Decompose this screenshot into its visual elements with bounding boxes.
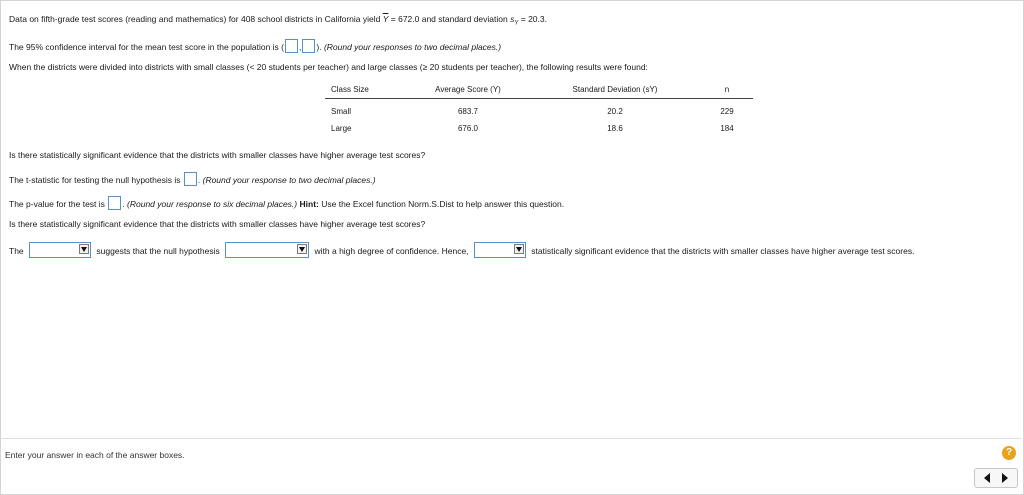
pvalue-input[interactable]: [108, 196, 121, 210]
evidence-select[interactable]: [29, 242, 91, 258]
tstat-round-note: (Round your response to two decimal places.): [202, 175, 376, 185]
results-table: [325, 82, 753, 133]
tstat-input[interactable]: [184, 172, 197, 186]
conclusion-text-1: suggests that the null hypothesis: [96, 246, 220, 256]
cell-class: Large: [331, 124, 352, 133]
navigation-control: [974, 468, 1018, 488]
ci-lower-input[interactable]: [285, 39, 298, 53]
chevron-down-icon: [297, 244, 307, 254]
ci-line: The 95% confidence interval for the mean test score in the population is ( , ). (Round your responses to two decimal places.): [9, 39, 501, 53]
null-hypothesis-select[interactable]: [225, 242, 309, 258]
ybar-symbol: $\overline{Y}$: [382, 14, 389, 24]
cell-n: 184: [720, 124, 734, 133]
table-row: [325, 116, 753, 133]
hence-select[interactable]: [474, 242, 526, 258]
pvalue-round-note: (Round your response to six decimal places.): [127, 199, 298, 209]
sd-subscript: Y: [514, 20, 519, 27]
chevron-down-icon: [79, 244, 89, 254]
question-2: Is there statistically significant evidence that the districts with smaller classes have higher average test scores?: [9, 219, 426, 229]
help-icon[interactable]: ?: [1002, 446, 1016, 460]
tstat-line: The t-statistic for testing the null hypothesis is . (Round your response to two decimal places.): [9, 172, 376, 186]
cell-average: 683.7: [457, 107, 479, 116]
mean-text: = 672.0 and standard deviation: [390, 14, 508, 24]
tstat-text: The t-statistic for testing the null hypothesis is: [9, 175, 181, 185]
col-average-score: Average Score (Y): [407, 82, 529, 99]
cell-n: 229: [720, 107, 734, 116]
next-arrow-icon[interactable]: [1002, 473, 1008, 483]
conclusion-the: The: [9, 246, 24, 256]
conclusion-text-2: with a high degree of confidence. Hence,: [314, 246, 469, 256]
sd-symbol: s: [510, 14, 515, 24]
footer-divider: [0, 438, 1022, 439]
conclusion-line: [9, 242, 914, 258]
cell-average: 676.0: [457, 124, 479, 133]
chevron-down-icon: [514, 244, 524, 254]
intro-text: Data on fifth-grade test scores (reading and mathematics) for 408 school districts in California yield: [9, 14, 381, 24]
pvalue-text: The p-value for the test is: [9, 199, 105, 209]
question-1: Is there statistically significant evidence that the districts with smaller classes have higher average test scores?: [9, 150, 426, 160]
col-n: n: [701, 82, 753, 99]
cell-class: Small: [331, 107, 352, 116]
ci-text: The 95% confidence interval for the mean test score in the population is (: [9, 42, 284, 52]
hint-text: Use the Excel function Norm.S.Dist to help answer this question.: [321, 199, 565, 209]
col-std-dev: Standard Deviation (sY): [529, 82, 701, 99]
pvalue-line: The p-value for the test is . (Round your response to six decimal places.) Hint: Use the Excel function Norm.S.Dist to help answer this question.: [9, 196, 564, 210]
hint-label: Hint:: [299, 199, 319, 209]
table-header-row: [325, 82, 753, 99]
table-row: [325, 99, 753, 117]
ci-upper-input[interactable]: [302, 39, 315, 53]
cell-sd: 20.2: [607, 107, 623, 116]
col-class-size: Class Size: [325, 82, 407, 99]
conclusion-text-3: statistically significant evidence that the districts with smaller classes have higher average test scores.: [531, 246, 915, 256]
cell-sd: 18.6: [607, 124, 623, 133]
footer-instruction: Enter your answer in each of the answer boxes.: [5, 450, 185, 460]
prev-arrow-icon[interactable]: [984, 473, 990, 483]
ci-round-note: (Round your responses to two decimal places.): [323, 42, 502, 52]
problem-intro-line: [9, 14, 547, 27]
sd-text: = 20.3.: [520, 14, 547, 24]
split-line: When the districts were divided into districts with small classes (< 20 students per teacher) and large classes (≥ 20 students per teacher), the following results were found:: [9, 62, 648, 72]
